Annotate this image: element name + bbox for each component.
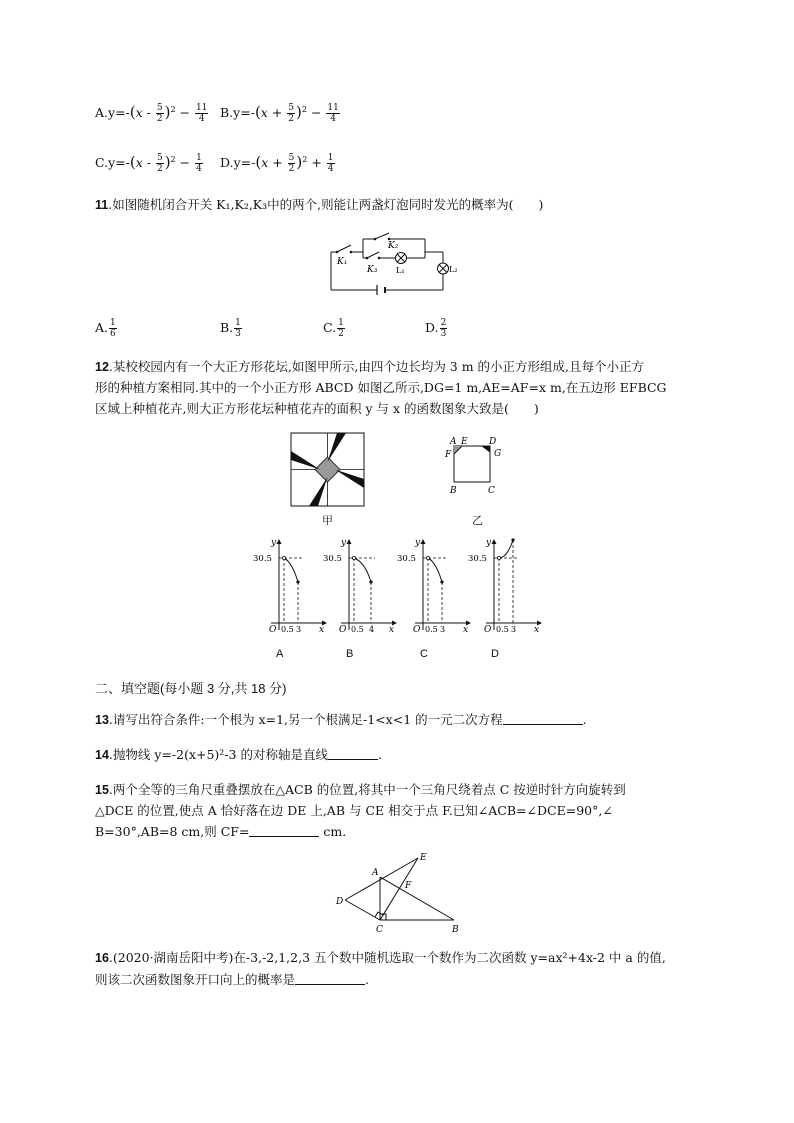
svg-text:F: F [405, 881, 412, 891]
q14-answer-blank[interactable] [328, 747, 378, 760]
svg-text:C: C [376, 925, 383, 935]
circuit-diagram [325, 230, 458, 298]
q16-line-1: 16.(2020·湖南岳阳中考)在-3,-2,1,2,3 五个数中随机选取一个数作为二次函数 y=ax²+4x-2 中 a 的值, [95, 950, 666, 965]
svg-text:x: x [319, 625, 325, 635]
q12-line-1: 12.某校校园内有一个大正方形花坛,如图甲所示,由四个边长均为 3 m 的小正方形组成,且每个小正方 [95, 359, 645, 374]
q10-option-c: C.y=-(x - $\frac{5}{2}$ )$^2$ − $\frac{1}{4}$ [95, 153, 202, 174]
svg-text:D: D [336, 897, 344, 907]
svg-text:x: x [463, 625, 469, 635]
graph-option-d [468, 535, 548, 635]
graph-caption-c: C [420, 648, 428, 660]
label-k1: K₁ [337, 257, 348, 267]
section-title: 二、填空题(每小题 3 分,共 18 分) [95, 681, 287, 696]
label-k3: K₃ [367, 265, 378, 275]
svg-text:y: y [271, 538, 277, 548]
figure-jia [290, 432, 366, 508]
svg-text:A: A [450, 437, 457, 447]
svg-text:30.5: 30.5 [253, 554, 272, 564]
q15-line-2: △DCE 的位置,使点 A 恰好落在边 DE 上,AB 与 CE 相交于点 F.已知∠ACB=∠DCE=90°,∠ [95, 803, 613, 818]
svg-text:30.5: 30.5 [468, 554, 487, 564]
svg-text:0.5: 0.5 [496, 625, 509, 634]
svg-text:30.5: 30.5 [323, 554, 342, 564]
q11-option-b: B. $\frac{1}{3}$ [220, 318, 241, 339]
q13-text: 13.请写出符合条件:一个根为 x=1,另一个根满足-1<x<1 的一元二次方程 . [95, 712, 587, 727]
triangle-figure [332, 850, 462, 936]
q11-text: 11.如图随机闭合开关 K₁,K₂,K₃中的两个,则能让两盏灯泡同时发光的概率为( ) [95, 197, 544, 212]
q15-line-3: B=30°,AB=8 cm,则 CF= cm. [95, 824, 347, 839]
svg-text:y: y [341, 538, 347, 548]
svg-text:D: D [489, 437, 497, 447]
label-k2: K₂ [388, 241, 399, 251]
svg-text:E: E [420, 853, 427, 863]
q10-option-d: D.y=-(x + $\frac{5}{2}$ )$^2$ + $\frac{1}{4}$ [220, 153, 334, 174]
q15-answer-blank[interactable] [249, 824, 319, 837]
graph-caption-d: D [491, 648, 499, 660]
svg-text:0.5: 0.5 [425, 625, 438, 634]
svg-text:x: x [534, 625, 540, 635]
q12-line-3: 区域上种植花卉,则大正方形花坛种植花卉的面积 y 与 x 的函数图象大致是( ) [95, 401, 539, 416]
label-l2: L₂ [449, 265, 458, 274]
svg-text:C: C [488, 486, 495, 496]
graph-option-a [253, 535, 333, 635]
svg-text:4: 4 [369, 625, 375, 634]
graph-caption-a: A [276, 648, 284, 660]
svg-text:y: y [486, 538, 492, 548]
q15-line-1: 15.两个全等的三角尺重叠摆放在△ACB 的位置,将其中一个三角尺绕着点 C 按逆时针方向旋转到 [95, 782, 626, 797]
svg-text:B: B [452, 925, 459, 935]
q10-option-a: A.y=-(x - $\frac{5}{2}$ )$^2$ − $\frac{11}{4}$ [95, 103, 208, 124]
graph-option-c [397, 535, 477, 635]
q14-text: 14.抛物线 y=-2(x+5)²-3 的对称轴是直线 . [95, 747, 382, 762]
q10-option-b: B.y=-(x + $\frac{5}{2}$ )$^2$ − $\frac{11}{4}$ [220, 103, 339, 124]
figure-yi-caption: 乙 [472, 515, 483, 527]
figure-jia-caption: 甲 [322, 515, 333, 527]
q13-answer-blank[interactable] [503, 712, 583, 725]
graph-option-b [323, 535, 403, 635]
q16-line-2: 则该二次函数图象开口向上的概率是 . [95, 972, 369, 987]
svg-text:x: x [389, 625, 395, 635]
svg-text:3: 3 [440, 625, 446, 634]
svg-text:y: y [415, 538, 421, 548]
svg-text:0.5: 0.5 [351, 625, 364, 634]
svg-text:O: O [269, 625, 277, 635]
q11-option-c: C. $\frac{1}{2}$ [323, 318, 344, 339]
svg-text:O: O [413, 625, 421, 635]
graph-caption-b: B [346, 648, 354, 660]
svg-text:30.5: 30.5 [397, 554, 416, 564]
q16-answer-blank[interactable] [295, 972, 365, 985]
label-l1: L₁ [396, 266, 405, 275]
svg-text:0.5: 0.5 [281, 625, 294, 634]
svg-text:O: O [339, 625, 347, 635]
q12-line-2: 形的种植方案相同.其中的一个小正方形 ABCD 如图乙所示,DG=1 m,AE=AF=x m,在五边形 EFBCG [95, 380, 667, 395]
q11-option-a: A. $\frac{1}{6}$ [95, 318, 116, 339]
svg-text:G: G [494, 449, 502, 459]
svg-text:3: 3 [511, 625, 517, 634]
figure-yi [444, 436, 506, 498]
svg-text:A: A [372, 868, 379, 878]
svg-text:O: O [484, 625, 492, 635]
svg-text:B: B [450, 486, 457, 496]
svg-text:E: E [461, 437, 468, 447]
q11-option-d: D. $\frac{2}{3}$ [425, 318, 447, 339]
svg-text:3: 3 [296, 625, 302, 634]
svg-text:F: F [445, 450, 452, 460]
